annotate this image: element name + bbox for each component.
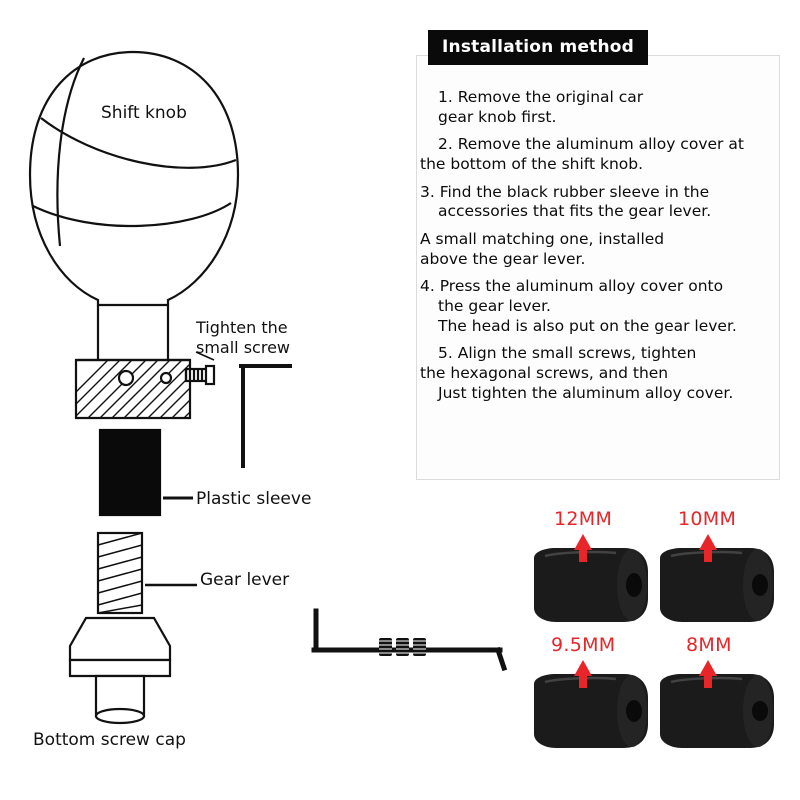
size-label-9-5mm: 9.5MM (551, 634, 616, 656)
shift-knob-outline (30, 52, 238, 305)
label-plastic-sleeve: Plastic sleeve (196, 489, 312, 509)
instruction-step-line: 1. Remove the original car (438, 88, 644, 106)
instruction-step-line: 3. Find the black rubber sleeve in the (420, 182, 710, 201)
knob-neck (98, 305, 168, 360)
arrow-10mm (699, 534, 717, 550)
instruction-step-line: gear knob first. (438, 107, 557, 126)
instruction-step-line: the bottom of the shift knob. (420, 155, 644, 174)
label-tighten-small-screw (196, 318, 290, 358)
instruction-step (420, 88, 792, 127)
label-gear-lever: Gear lever (200, 570, 290, 590)
label-tighten-line2: small screw (196, 338, 290, 357)
label-shift-knob: Shift knob (101, 103, 187, 123)
arrow-8mm-stem (704, 674, 712, 688)
rubber-sleeve-10mm (660, 548, 774, 622)
arrow-12mm (574, 534, 592, 550)
instruction-step (420, 183, 792, 222)
arrow-10mm-stem (704, 548, 712, 562)
instruction-step (420, 230, 792, 269)
set-screws-group (379, 638, 426, 656)
small-screw-part (186, 366, 214, 384)
instruction-step-line: 4. Press the aluminum alloy cover onto (420, 277, 724, 296)
arrow-8mm (699, 660, 717, 676)
screw-hole-left (119, 371, 133, 385)
instruction-step (420, 277, 792, 336)
instruction-step-line: 5. Align the small screws, tighten (438, 344, 697, 363)
instruction-step-line: Just tighten the aluminum alloy cover. (438, 383, 734, 402)
instruction-step-line: accessories that fits the gear lever. (438, 202, 712, 221)
instruction-steps-list (420, 88, 792, 411)
gear-lever-part (98, 533, 142, 613)
arrow-9-5mm (574, 660, 592, 676)
size-label-12mm: 12MM (554, 508, 613, 530)
rubber-sleeve-8mm (660, 674, 774, 748)
instruction-step-line: A small matching one, installed (420, 230, 665, 249)
instruction-title: Installation method (428, 30, 648, 65)
size-label-10mm: 10MM (678, 508, 737, 530)
instruction-step-line: above the gear lever. (420, 249, 586, 268)
label-tighten-line1: Tighten the (196, 318, 288, 337)
hex-key-lower (314, 611, 504, 668)
instruction-step (420, 344, 792, 403)
instruction-step-line: the gear lever. (438, 297, 551, 316)
screw-hole-right (161, 373, 171, 383)
label-bottom-screw-cap: Bottom screw cap (33, 730, 186, 750)
knob-seam-top (41, 118, 236, 168)
instruction-step-line: The head is also put on the gear lever. (438, 316, 737, 335)
bottom-screw-cap-part (70, 618, 170, 723)
arrow-12mm-stem (579, 548, 587, 562)
instruction-step-line: 2. Remove the aluminum alloy cover at (438, 135, 744, 154)
arrow-9-5mm-stem (579, 674, 587, 688)
size-label-8mm: 8MM (686, 634, 732, 656)
rubber-sleeve-9-5mm (534, 674, 648, 748)
plastic-sleeve-part (100, 430, 160, 515)
instruction-step (420, 135, 792, 174)
knob-seam-bottom (33, 203, 231, 226)
instruction-step-line: the hexagonal screws, and then (420, 364, 669, 383)
rubber-sleeve-12mm (534, 548, 648, 622)
hex-key-upper (241, 366, 290, 466)
